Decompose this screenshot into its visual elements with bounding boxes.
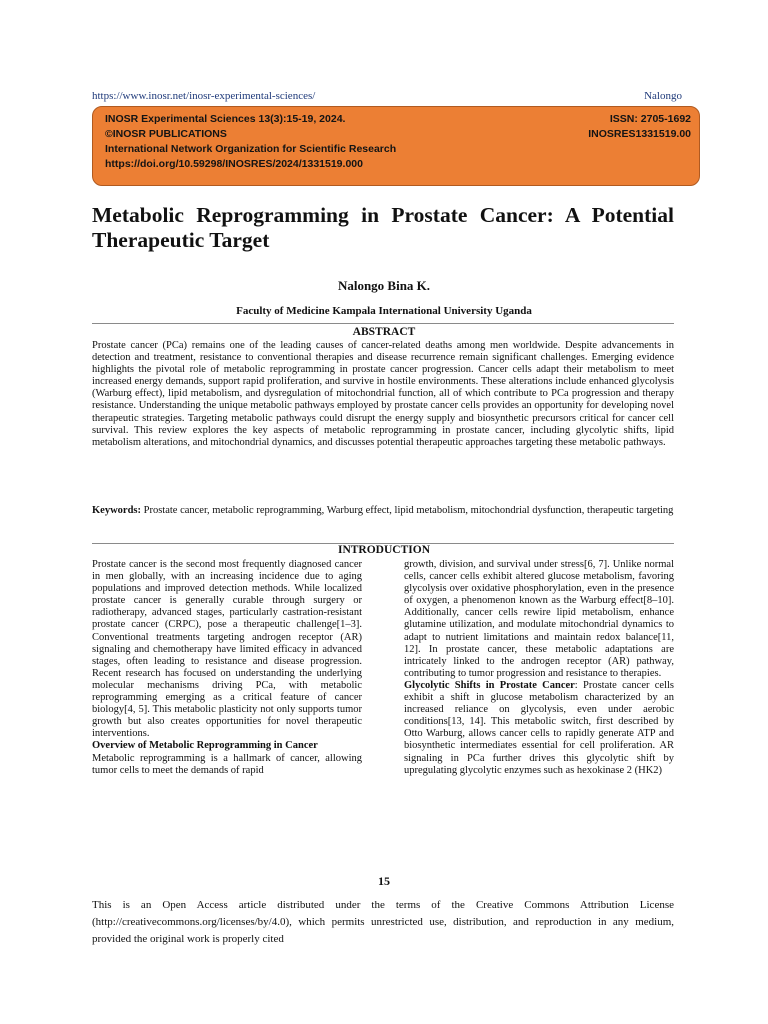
overview-continued-paragraph: growth, division, and survival under stress[6, 7]. Unlike normal cells, cancer cells exhibit altered glucose metabolism, favoring glycolysis over oxidative phosphorylation, even in the presence of oxygen, a phenomenon known as the Warburg effect[8–10]. Additionally, cancer cells rewire lipid metabolism, enhance glutamine utilization, and modulate mitochondrial dynamics to adapt to nutrient limitations and maintain redox balance[11, 12]. In prostate cancer, these metabolic adaptations are intricately linked to the androgen receptor (AR) pathway, contributing to tumor progression and resistance to therapies. <box>404 559 674 679</box>
author-affiliation: Faculty of Medicine Kampala International University Uganda <box>236 305 532 317</box>
page-number: 15 <box>378 874 390 888</box>
license-text: This is an Open Access article distributed under the terms of the Creative Commons Attribution License (http://creativecommons.org/licenses/by/4.0), which permits unrestricted use, distribution, and reproduction in any medium, provided the original work is properly cited <box>92 899 674 945</box>
glycolytic-paragraph <box>404 680 674 777</box>
glycolytic-text: : Prostate cancer cells exhibit a shift in glucose metabolism characterized by an increased reliance on glycolysis, even under aerobic conditions[13, 14]. This metabolic switch, first described by Otto Warburg, allows cancer cells to rapidly generate ATP and biosynthetic intermediates essential for cell proliferation. AR signaling in PCa further drives this glycolytic shift by upregulating glycolytic enzymes such as hexokinase 2 (HK2) <box>404 679 674 776</box>
author-name: Nalongo Bina K. <box>337 278 431 293</box>
keywords <box>92 505 674 517</box>
keywords-list: Prostate cancer, metabolic reprogramming, Warburg effect, lipid metabolism, mitochondrial dysfunction, therapeutic targeting <box>143 505 674 516</box>
introduction-heading: INTRODUCTION <box>337 544 430 556</box>
abstract-text: Prostate cancer (PCa) remains one of the leading causes of cancer-related deaths among men worldwide. Despite advancements in detection and treatment, resistance to conventional therapies and disease recurrence remain significant challenges. Emerging evidence highlights the pivotal role of metabolic reprogramming in prostate cancer progression. Cancer cells adapt their metabolism to meet increased energy demands, support rapid proliferation, and survive in hostile environments. These alterations include enhanced glycolysis (Warburg effect), lipid metabolism, and dysregulation of mitochondrial function, all of which contribute to PCa progression and therapy resistance. Understanding the unique metabolic pathways employed by prostate cancer cells provides an opportunity for developing novel therapeutic strategies. Targeting metabolic pathways could disrupt the energy supply and biosynthetic precursors critical for cancer cell survival. This review explores the key aspects of metabolic reprogramming in prostate cancer, including glycolytic shifts, lipid metabolism alterations, and mitochondrial dynamics, and discusses potential therapeutic approaches targeting these metabolic pathways. <box>92 340 674 448</box>
article-title: Metabolic Reprogramming in Prostate Cancer: A Potential Therapeutic Target <box>92 203 674 252</box>
article-id: INOSRES1331519.00 <box>588 128 691 140</box>
organization: International Network Organization for Scientific Research <box>105 143 397 155</box>
keywords-label: Keywords: <box>92 505 141 516</box>
overview-paragraph: Metabolic reprogramming is a hallmark of cancer, allowing tumor cells to meet the demands of rapid <box>92 752 362 776</box>
running-header <box>92 90 682 102</box>
doi-link[interactable]: https://doi.org/10.59298/INOSRES/2024/1331519.000 <box>105 158 363 170</box>
abstract-heading: ABSTRACT <box>352 326 416 338</box>
journal-citation: INOSR Experimental Sciences 13(3):15-19, 2024. <box>105 113 346 125</box>
divider <box>92 323 674 324</box>
overview-subheading: Overview of Metabolic Reprogramming in Cancer <box>92 740 318 752</box>
glycolytic-subheading: Glycolytic Shifts in Prostate Cancer <box>404 679 575 691</box>
running-author: Nalongo <box>644 90 682 102</box>
journal-info-banner <box>92 106 700 186</box>
publisher: ©INOSR PUBLICATIONS <box>105 128 227 140</box>
journal-url-link[interactable]: https://www.inosr.net/inosr-experimental-sciences/ <box>92 90 316 102</box>
left-column <box>92 559 362 777</box>
issn: ISSN: 2705-1692 <box>609 113 691 125</box>
right-column <box>404 559 674 777</box>
intro-paragraph: Prostate cancer is the second most frequently diagnosed cancer in men globally, with an increasing incidence due to aging populations and improved detection methods. While localized prostate cancer is generally curable through surgery or radiotherapy, advanced stages, particularly castration-resistant prostate cancer (CRPC), pose a therapeutic challenge[1–3]. Conventional treatments targeting androgen receptor (AR) signaling and chemotherapy have limited efficacy in advanced stages, often leading to resistance and disease progression. Recent research has focused on understanding the underlying molecular mechanisms driving PCa, with metabolic reprogramming emerging as a critical feature of cancer biology[4, 5]. This metabolic plasticity not only supports tumor growth but also creates opportunities for novel therapeutic interventions. <box>92 559 362 740</box>
